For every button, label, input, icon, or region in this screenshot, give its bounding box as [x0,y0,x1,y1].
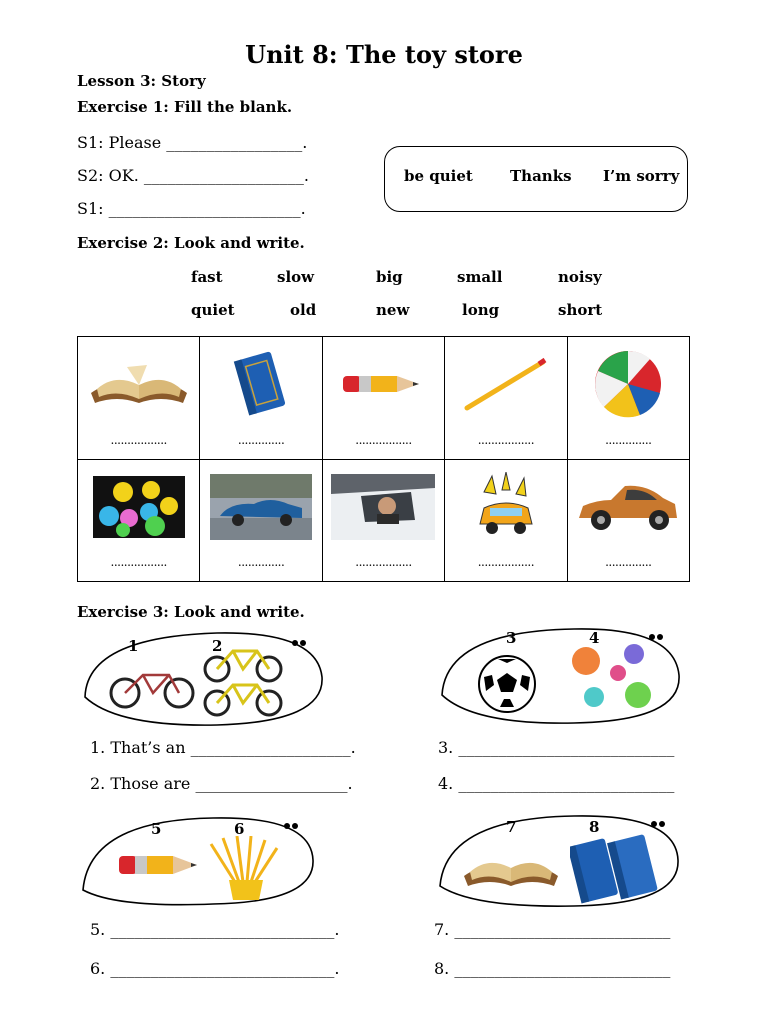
ex1-line-2[interactable]: S2: OK. ____________________. [77,166,309,185]
grid-cell [322,337,444,460]
word-new: new [376,301,410,319]
bicycles-icon [201,637,287,723]
answer-line-1[interactable]: 1. That’s an ____________________. [90,738,356,757]
word-long: long [462,301,500,319]
picture-number-4: 4 [589,629,600,647]
picture-number-8: 8 [589,818,600,836]
lottery-balls-icon [93,476,185,538]
answer-blank[interactable]: ................. [110,555,167,569]
old-book-icon [87,359,191,409]
bicycle-icon [107,663,199,713]
long-pencil-icon [461,354,551,414]
word-slow: slow [277,268,315,286]
page-title: Unit 8: The toy store [245,40,523,69]
exercise-1-heading: Exercise 1: Fill the blank. [77,98,293,116]
answer-blank[interactable]: ................. [477,432,535,447]
picture-number-3: 3 [506,629,517,647]
word-noisy: noisy [558,268,602,286]
noisy-car-icon [474,472,538,542]
picture-number-5: 5 [151,820,162,838]
word-box-item: Thanks [510,167,572,185]
picture-number-6: 6 [234,820,245,838]
fast-car-icon [210,474,312,540]
lesson-heading: Lesson 3: Story [77,72,206,90]
word-big: big [376,268,403,286]
word-quiet: quiet [191,301,235,319]
answer-line-3[interactable]: 3. ___________________________ [438,738,675,757]
grid-cell [200,459,322,582]
picture-grid [77,336,690,582]
man-in-car-icon [331,474,435,540]
old-book-icon [460,844,562,890]
answer-line-2[interactable]: 2. Those are ___________________. [90,774,353,793]
answer-blank[interactable]: .............. [605,555,652,569]
grid-cell [78,459,200,582]
ex1-line-3[interactable]: S1: ________________________. [77,199,306,218]
word-short: short [558,301,603,319]
football-icon [476,653,538,715]
word-box-item: I’m sorry [603,167,680,185]
answer-line-8[interactable]: 8. ___________________________ [434,959,671,978]
answer-blank[interactable]: .............. [605,432,652,447]
exercise-3-heading: Exercise 3: Look and write. [77,603,305,621]
speech-bubble-3-4 [434,623,684,727]
answer-blank[interactable]: ................. [355,555,412,569]
grid-cell [200,337,322,460]
answer-line-4[interactable]: 4. ___________________________ [438,774,675,793]
word-old: old [290,301,317,319]
speech-bubble-1-2 [77,627,327,731]
word-box [384,146,688,212]
grid-cell [567,459,689,582]
blue-books-icon [570,830,670,906]
short-pencil-icon [115,842,203,888]
grid-cell [445,459,567,582]
word-box-item: be quiet [404,167,473,185]
blue-book-icon [231,349,291,419]
picture-number-7: 7 [506,818,517,836]
grid-cell [567,337,689,460]
grid-cell [445,337,567,460]
word-fast: fast [191,268,223,286]
marbles-icon [568,641,660,713]
ex1-line-1[interactable]: S1: Please _________________. [77,133,308,152]
grid-cell [322,459,444,582]
answer-line-5[interactable]: 5. ____________________________. [90,920,340,939]
toy-car-icon [575,480,681,534]
exercise-2-heading: Exercise 2: Look and write. [77,234,305,252]
answer-blank[interactable]: ................. [110,432,167,447]
word-small: small [457,268,503,286]
answer-blank[interactable]: ................. [355,432,412,447]
picture-number-2: 2 [212,637,223,655]
pencils-in-cup-icon [205,836,285,902]
answer-blank[interactable]: ................. [477,555,535,569]
answer-line-7[interactable]: 7. ___________________________ [434,920,671,939]
answer-line-6[interactable]: 6. ____________________________. [90,959,340,978]
answer-blank[interactable]: .............. [237,555,285,569]
beach-ball-icon [590,349,666,419]
picture-number-1: 1 [128,637,139,655]
speech-bubble-7-8 [434,810,682,910]
speech-bubble-5-6 [77,812,317,908]
answer-blank[interactable]: .............. [237,432,285,447]
short-pencil-icon [337,364,429,404]
grid-cell [78,337,200,460]
